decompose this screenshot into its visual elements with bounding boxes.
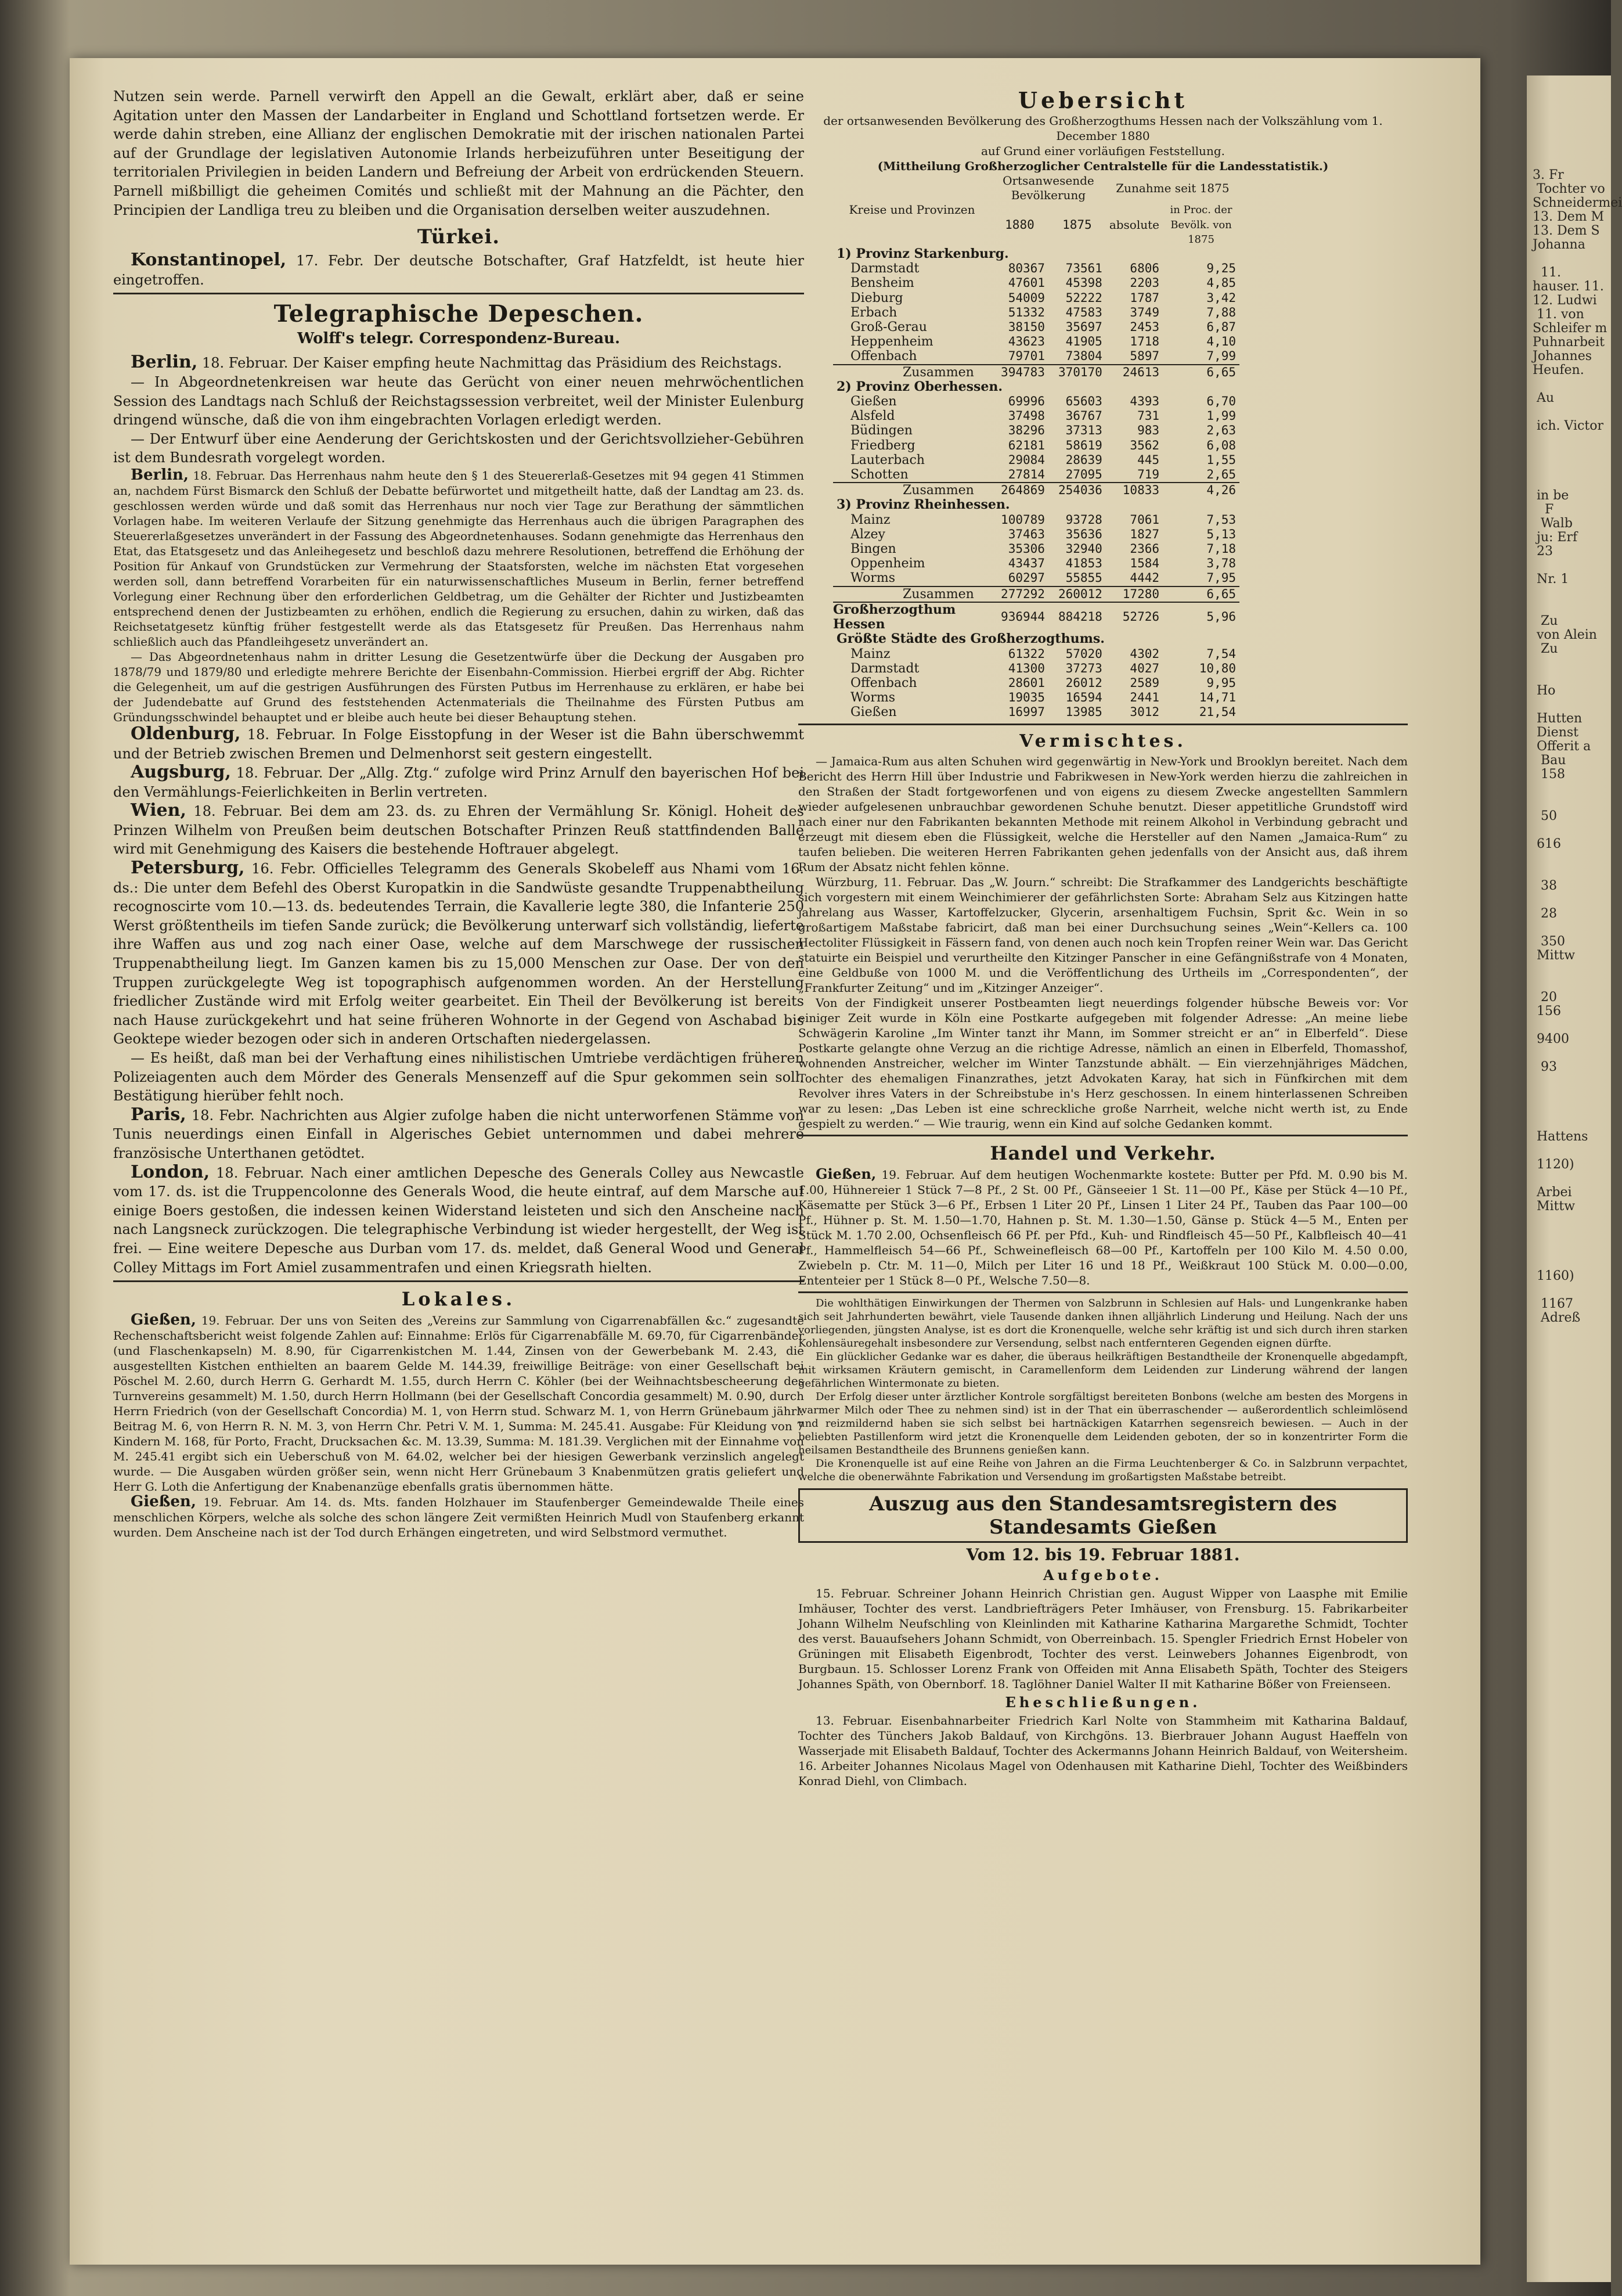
next-page-edge [1527,75,1622,2282]
table-cell: 60297 [1008,571,1045,585]
table-cell: 3012 [1130,705,1159,719]
lokales-heading: Lokales. [401,1288,516,1311]
salzbrunn-ad-2: Ein glücklicher Gedanke war es daher, die überaus heilkräftigen Bestandtheile der Kronenquelle abgedampft, mit wirksamen Kräutern gemischt, in Caramellenform dem Leidenden zur Linderung während der langen gefährlichen Wintermonate zu bieten. [798,1350,1408,1390]
table-cell: 73561 [1065,261,1102,276]
table-cell: 10833 [1106,483,1163,498]
col-header-procent: in Proc. der Bevölk. von 1875 [1170,204,1232,246]
table-cell: 37498 [1008,409,1045,423]
table-cell: 2366 [1130,542,1159,556]
giessen-verein-item: Gießen, 19. Februar. Der uns von Seiten des „Vereins zur Sammlung von Cigarrenabfällen &c.“ zugesandte Rechenschaftsbericht weist folgende Zahlen auf: Einnahme: Erlös für Cigarrenabfälle M. 69.70, für Cigarrenbänder (und Flaschenkapseln) M. 8.90, für Cigarrenkistchen M. 1.44, Zinsen von der Gewerbebank M. 2.43, die ausgestellten Kistchen enthielten an baarem Gelde M. 144.39, freiwillige Beiträge: von einer Gesellschaft bei Pöschel M. 2.60, durch Herrn G. Gerhardt M. 1.55, durch Herrn C. Köhler (bei der Weihnachtsbescheerung des Turnvereins gesammelt) M. 1.50, durch Herrn Hollmann (bei der Gesellschaft Concordia gesammelt) M. 0.90, durch Herrn Friedrich (von der Gesellschaft Concordia) M. 1, von Herrn stud. Schwarz M. 1, von Herrn Grünebaum jährl. Beitrag M. 6, von Herrn R. N. M. 3, von Herrn Chr. Petri V. M. 1, Summa: M. 245.41. Ausgabe: Für Kleidung von 7 Kindern M. 168, für Porto, Fracht, Drucksachen &c. M. 13.39, Summa: M. 181.39. Verglichen mit der Einnahme von M. 245.41 ergibt sich ein Ueberschuß von M. 64.02, welcher bei der hiesigen Gewerbank verzinslich angelegt wurde. — Die Ausgaben würden größer sein, wenn nicht Herr Grünebaum 3 Knabenmützen gratis geliefert und Herr G. Loth die Anfertigung der Knabenanzüge ebenfalls gratis übernommen hätte. [113,1311,804,1494]
table-row [833,586,1239,602]
population-table [833,174,1239,720]
table-cell: 57020 [1065,646,1102,661]
salzbrunn-ad-3: Der Erfolg dieser unter ärztlicher Kontrole sorgfältigst bereiteten Bonbons (welche am besten des Morgens in warmer Milch oder Thee zu nehmen sind) ist in der That ein überraschender — außerordentlich schleimlösend und reizmildernd haben sie sich selbst bei hartnäckigen Katarrhen segensreich bewiesen. — Auch in der beliebten Pastillenform wird jetzt die Kronenquelle dem Leidenden geboten, der so in konzentrirter Form die heilsamen Bestandtheile des Brunnens genießen kann. [798,1390,1408,1456]
table-row [833,247,1239,261]
table-cell: 29084 [1008,452,1045,467]
table-cell: 5,96 [1163,602,1239,632]
row-label: Friedberg [850,438,915,453]
table-cell: 260012 [1048,586,1106,602]
table-row [833,498,1239,512]
col-header-1880: 1880 [1005,217,1035,232]
table-cell: 13985 [1065,705,1102,719]
row-label: Mainz [850,646,891,661]
place-label: Konstantinopel, [131,250,287,271]
table-cell: 6806 [1130,261,1159,276]
tuerkei-item: Konstantinopel, 17. Febr. Der deutsche Botschafter, Graf Hatzfeldt, ist heute hier eingetroffen. [113,250,804,288]
table-row [833,632,1239,646]
depeschen-subheading: Wolff's telegr. Correspondenz-Bureau. [297,330,620,348]
row-label: Zusammen [833,586,991,602]
row-label: Zusammen [833,483,991,498]
table-row [833,305,1239,320]
row-label: Großherzogthum Hessen [833,602,991,632]
table-cell: 5,13 [1206,527,1236,541]
table-row [833,676,1239,690]
paris-item: Paris, 18. Febr. Nachrichten aus Algier zufolge haben die nicht unterworfenen Stämme von Tunis neuerdings einen Einfall in Algerisches Gebiet unternommen und dabei mehrere französische Unterthanen getödtet. [113,1104,804,1161]
table-cell: 28601 [1008,675,1045,690]
table-cell: 27814 [1008,467,1045,482]
row-label: Mainz [850,512,891,527]
table-cell: 4302 [1130,646,1159,661]
left-column [113,87,804,1540]
table-cell: 62181 [1008,438,1045,452]
table-cell: 3562 [1130,438,1159,452]
row-label: Offenbach [850,675,917,690]
table-cell: 58619 [1065,438,1102,452]
table-cell: 37273 [1065,661,1102,675]
table-cell: 65603 [1065,394,1102,409]
table-cell: 4442 [1130,571,1159,585]
row-label: Darmstadt [850,661,920,676]
table-cell: 7,18 [1206,542,1236,556]
table-cell: 731 [1137,409,1159,423]
table-cell: 21,54 [1199,705,1236,719]
table-row [833,483,1239,498]
table-cell: 4,85 [1206,276,1236,290]
table-row [833,394,1239,409]
eheschliessungen-list: 13. Februar. Eisenbahnarbeiter Friedrich Karl Nolte von Stammheim mit Katharina Baldauf, Tochter des Tünchers Jakob Baldauf, von Kirchgöns. 13. Bierbrauer Johann August Haeffeln von Wasserjade mit Elisabeth Baldauf, Tochter des Ackermanns Johann Heinrich Baldauf, von Weitersheim. 16. Arbeiter Johannes Nicolaus Magel von Odenhausen mit Katharine Diehl, Tochter des Weißbinders Konrad Diehl, von Climbach. [798,1713,1408,1788]
row-label: Oppenheim [850,556,925,571]
berlin-item-1b: — In Abgeordnetenkreisen war heute das Gerücht von einer neuen mehrwöchentlichen Session des Landtags nach Schluß der Reichstagssession verbreitet, weil der Minister Eulenburg dringend wünsche, daß die von ihm eingebrachten Vorlagen erledigt werden. [113,373,804,429]
table-row [833,602,1239,632]
table-cell: 445 [1137,452,1159,467]
table-cell: 1827 [1130,527,1159,541]
uebersicht-subtitle: der ortsanwesenden Bevölkerung des Großherzogthums Hessen nach der Volkszählung vom 1. December 1880 [823,114,1383,143]
table-cell: 1787 [1130,290,1159,305]
table-cell: 16594 [1065,690,1102,705]
group-label: 2) Provinz Oberhessen. [837,379,1003,394]
table-cell: 36767 [1065,409,1102,423]
table-row [833,438,1239,453]
table-cell: 6,87 [1206,320,1236,334]
table-cell: 4,26 [1163,483,1239,498]
row-label: Bensheim [850,276,914,291]
berlin-item-1: Berlin, 18. Februar. Der Kaiser empfing heute Nachmittag das Präsidium des Reichstags. [131,352,783,373]
table-cell: 6,65 [1163,586,1239,602]
table-cell: 3749 [1130,305,1159,319]
berlin-item-2b: — Das Abgeordnetenhaus nahm in dritter Lesung die Gesetzentwürfe über die Deckung der Ausgaben pro 1878/79 und 1879/80 und erledigte mehrere Berichte der Eisenbahn-Commission. Hierbei ergriff der Abg. Richter die Gelegenheit, um auf die gestrigen Ausführungen des Fürsten Putbus im Herrenhause zu erklären, er habe bei der Judendebatte auf Grund des feststehenden Actenmaterials die Theilnahme des Fürsten Putbus am Gründungsschwindel behauptet und er bleibe auch heute bei dieser Behauptung stehen. [113,649,804,724]
table-cell: 54009 [1008,290,1045,305]
table-cell: 52222 [1065,290,1102,305]
table-cell: 394783 [991,365,1048,380]
row-label: Worms [850,571,896,586]
table-cell: 35636 [1065,527,1102,541]
table-row [833,334,1239,349]
table-cell: 3,42 [1206,290,1236,305]
table-cell: 2441 [1130,690,1159,705]
table-cell: 3,78 [1206,556,1236,571]
table-cell: 93728 [1065,512,1102,527]
row-label: Bingen [850,542,896,557]
table-row [833,380,1239,394]
row-label: Worms [850,690,896,706]
table-cell: 73804 [1065,349,1102,364]
table-cell: 2203 [1130,276,1159,290]
uebersicht-source: (Mittheilung Großherzoglicher Centralstelle für die Landesstatistik.) [877,159,1329,173]
row-label: Darmstadt [850,261,920,276]
table-row [833,705,1239,719]
wochenmarkt-item: Gießen, 19. Februar. Auf dem heutigen Wochenmarkte kostete: Butter per Pfd. M. 0.90 bis M. 1.00, Hühnereier 1 Stück 7—8 Pf., 2 St. 00 Pf., Gänseeier 1 St. 11—00 Pf., Käse per Stück 4—10 Pf., Käsematte per Stück 3—6 Pf., Erbsen 1 Liter 20 Pf., Linsen 1 Liter 24 Pf., Tauben das Paar 100—00 Pf., Hühner p. St. M. 1.50—1.70, Hahnen p. St. M. 1.30—1.50, Gänse p. Stück 4—5 M., Enten per Stück M. 1.70 2.00, Ochsenfleisch 66 Pf. per Pfd., Kuh- und Rindfleisch 45—50 Pf., Kalbfleisch 40—41 Pf., Hammelfleisch 54—66 Pf., Schweinefleisch 68—00 Pf., Kartoffeln per 100 Kilo M. 4.50 0.00, Zwiebeln p. Ctr. M. 11—0, Milch per Liter 16 und 18 Pf., Weißkraut 100 Stück M. 0.00—0.00, Ententeier per 1 Stück 8—0 Pf., Welsche 7.50—8. [798,1165,1408,1287]
tuerkei-heading: Türkei. [417,225,500,249]
table-cell: 19035 [1008,690,1045,705]
petersburg-item: Petersburg, 16. Febr. Officielles Telegramm des Generals Skobeleff aus Nhami vom 16. ds.: Die unter dem Befehl des Oberst Kuropatkin in die Sandwüste gesandte Truppenabtheilung recognoscirte vom 10.—13. ds. bedeutendes Terrain, die Kavallerie legte 380, die Infanterie 250 Werst größtentheils im tiefen Sande zurück; die Bevölkerung unterwarf sich vollständig, lieferte ihre Waffen aus und zog nach einer Oase, welche auf dem Marschwege der russischen Truppenabtheilung liegt. Im Ganzen kamen bis zu 15,000 Menschen zur Oase. Der von den Truppen zurückgelegte Weg ist topographisch aufgenommen worden. An der Herstellung friedlicher Zustände wird mit Erfolg weiter gearbeitet. Ein Theil der Bevölkerung ist bereits nach Hause zurückgekehrt und hat seine früheren Wohnorte in der Gegend von Aschabad bis Geoktepe wieder bezogen oder sich in anderen Ortschaften niedergelassen. [113,858,804,1048]
col-header-bevoelkerung: Ortsanwesende Bevölkerung [1003,174,1094,203]
table-cell: 38150 [1008,320,1045,334]
vermischtes-post-item: Von der Findigkeit unserer Postbeamten liegt neuerdings folgender hübsche Beweis vor: Vor einiger Zeit wurde in Köln eine Postkarte aufgegeben mit folgender Adresse: „An meine liebe Schwägerin Karoline „Im Winter tanzt ihr Mann, im Sommer streicht er an“ in Elberfeld“. Diese Postkarte gelangte ohne Verzug an die richtige Adresse, nämlich an einen in Elberfeld, Thomasshof, wohnenden Anstreicher, welcher im Winter Tanzstunde abhält. — Ein vierzehnjähriges Mädchen, Tochter des ehemaligen Finanzrathes, jetzt Advokaten Karay, hat sich in Fünfkirchen mit dem Revolver ihres Vaters in der Schreibstube in's Herz geschossen. In einem hinterlassenen Schreiben war zu lesen: „Das Leben ist eine schreckliche große Narrheit, welche nicht werth ist, zu Ende gespielt zu werden.“ — Wie traurig, wenn ein Kind auf solche Gedanken kommt. [798,995,1408,1131]
uebersicht-title: Uebersicht [1018,87,1188,113]
table-cell: 16997 [1008,705,1045,719]
aufgebote-heading: Aufgebote. [1043,1566,1163,1584]
table-row [833,365,1239,380]
next-page-fragment-text: 3. Fr Tochter vo Schneidermei 13. Dem M 13. Dem S Johanna 11. hauser. 11. 12. Ludwi 11. von Schleifer m Puhnarbeit Johannes Heufen. Au ich. Victor in be F Walb ju: Erf 23 Nr. 1 Zu von Alein Zu Ho Hutten Dienst Offerit a Bau 158 50 616 38 28 350 Mittw 20 156 9400 93 Hattens 1120) Arbei Mittw 1160) 1167 Adreß [1533,168,1622,1325]
table-row [833,690,1239,705]
group-label: Größte Städte des Großherzogthums. [837,631,1105,647]
col-header-kreise: Kreise und Provinzen [849,203,975,217]
row-label: Gießen [850,394,897,409]
table-cell: 100789 [1001,512,1045,527]
table-cell: 51332 [1008,305,1045,319]
table-cell: 4,10 [1206,334,1236,349]
table-cell: 41300 [1008,661,1045,675]
table-cell: 10,80 [1199,661,1236,675]
right-column [798,87,1408,1788]
table-cell: 38296 [1008,423,1045,438]
population-table-body [833,247,1239,720]
table-row [833,276,1239,290]
row-label: Schotten [850,467,909,483]
table-cell: 9,25 [1206,261,1236,276]
table-cell: 6,70 [1206,394,1236,409]
table-cell: 2,65 [1206,467,1236,482]
petersburg-item-b: — Es heißt, daß man bei der Verhaftung eines nihilistischen Umtriebe verdächtigen früheren Polizeiagenten auch dem Mörder des Generals Mensenzeff auf die Spur gekommen sein soll. Bestätigung hierüber fehlt noch. [113,1050,804,1104]
uebersicht-subtitle-2: auf Grund einer vorläufigen Feststellung. [981,144,1225,158]
row-label: Groß-Gerau [850,320,927,335]
table-row [833,409,1239,423]
table-row [833,320,1239,334]
table-cell: 45398 [1065,276,1102,290]
table-cell: 26012 [1065,675,1102,690]
table-row [833,661,1239,676]
berlin-item-2: Berlin, 18. Februar. Das Herrenhaus nahm heute den § 1 des Steuererlaß-Gesetzes mit 94 gegen 41 Stimmen an, nachdem Fürst Bismarck den Schluß der Debatte befürwortet und mitgetheilt hatte, daß der Landtag am 23. ds. geschlossen werden würde und daß somit das Herrenhaus nur noch vier Tage zur Berathung der sämmtlichen Vorlagen habe. Im weiteren Verlaufe der Sitzung genehmigte das Herrenhaus auch die übrigen Paragraphen des Steuererlaßgesetzes unverändert in der Fassung des Abgeordnetenhauses. Sodann genehmigte das Herrenhaus den Etat, das Etatsgesetz und das Anleihegesetz und beschloß dazu mehrere Resolutionen, betreffend die Erhöhung der Position für Ankauf von Grundstücken zur Vermehrung der Staatsforsten, welche im nächsten Etat vorgesehen werden soll, dann betreffend Vorarbeiten für ein naturwissenschaftliches Museum in Berlin, ferner betreffend Vorlegung einer Rechnung über den erforderlichen Geldbetrag, um die Gehälter der Richter und Justizbeamten entsprechend denen der Justizbeamten zu erhöhen, endlich die Regierung zu ersuchen, dahin zu wirken, daß das Reichsetatgesetz künftig früher festgestellt werde als das Etatsgesetz für Preußen. Das Herrenhaus nahm schließlich auch das Pfandleihgesetz unverändert an. [113,466,804,649]
row-label: Alsfeld [850,409,895,424]
table-cell: 936944 [991,602,1048,632]
col-header-1875: 1875 [1062,217,1092,232]
table-cell: 370170 [1048,365,1106,380]
table-cell: 264869 [991,483,1048,498]
augsburg-item: Augsburg, 18. Februar. Der „Allg. Ztg.“ zufolge wird Prinz Arnulf den bayerischen Hof bei den Vermählungs-Feierlichkeiten in Berlin vertreten. [113,762,804,800]
table-cell: 254036 [1048,483,1106,498]
col-header-zunahme: Zunahme seit 1875 [1116,181,1230,195]
table-cell: 35306 [1008,542,1045,556]
table-cell: 43437 [1008,556,1045,571]
row-label: Zusammen [833,365,991,380]
table-cell: 28639 [1065,452,1102,467]
row-label: Lauterbach [850,452,925,467]
table-cell: 7,95 [1206,571,1236,585]
table-cell: 2,63 [1206,423,1236,438]
row-label: Offenbach [850,349,917,364]
vermischtes-wuerzburg-item: Würzburg, 11. Februar. Das „W. Journ.“ schreibt: Die Strafkammer des Landgerichts beschäftigte sich vorgestern mit einem Weinchimierer der gefährlichsten Sorte: Abraham Selz aus Kitzingen hatte jahrelang aus Wasser, Kartoffelzucker, Glycerin, arsenhaltigem Fuchsin, Sprit &c. Wein in so großartigem Maßstabe fabricirt, daß man bei einer Durchsuchung seines „Wein“-Kellers ca. 100 Hectoliter Flüssigkeit in Fässern fand, von denen auch noch kein Tropfen reiner Wein war. Das Gericht statuirte ein Beispiel und verurtheilte den Kitzinger Panscher in eine Gefängnißstrafe von 4 Monaten, eine Geldbuße von 1000 M. und die Veröffentlichung des Urtheils im „Correspondenten“, der „Frankfurter Zeitung“ und im „Kitzinger Anzeiger“. [798,875,1408,995]
table-cell: 1,99 [1206,409,1236,423]
row-label: Gießen [850,705,897,720]
table-cell: 61322 [1008,646,1045,661]
row-label: Büdingen [850,423,913,438]
table-cell: 52726 [1106,602,1163,632]
table-cell: 47583 [1065,305,1102,319]
table-row [833,571,1239,586]
table-cell: 79701 [1008,349,1045,364]
table-cell: 983 [1137,423,1159,438]
berlin-item-1c: — Der Entwurf über eine Aenderung der Gerichtskosten und der Gerichtsvollzieher-Gebühren ist dem Bundesrath vorgelegt worden. [113,430,804,466]
row-label: Erbach [850,305,897,320]
divider [798,1135,1408,1136]
eheschliessungen-heading: Eheschließungen. [1005,1693,1201,1711]
table-cell: 1,55 [1206,452,1236,467]
table-cell: 24613 [1106,365,1163,380]
parnell-paragraph: Nutzen sein werde. Parnell verwirft den Appell an die Gewalt, erklärt aber, daß er seine Agitation unter den Massen der Landarbeiter in England und Schottland fortsetzen werde. Er werde dahin streben, eine Allianz der englischen Demokratie mit der irischen nationalen Partei auf der Grundlage der legislativen Autonomie Irlands herbeizuführen unter Beseitigung der territorialen Privilegien in beiden Landern und Befreiung der Arbeit von erdrückenden Steuern. Parnell mißbilligt die geheimen Comités und schließt mit der Mahnung an die Pächter, den Principien der Landliga treu zu bleiben und die Organisation derselben weiter auszudehnen. [113,88,804,218]
row-label: Alzey [850,527,885,542]
london-item: London, 18. Februar. Nach einer amtlichen Depesche des Generals Colley aus Newcastle vom 17. ds. ist die Truppencolonne des Generals Wood, die heute eintraf, auf dem Marsche auf einige Boers gestoßen, die indessen keinen Widerstand leisteten und sich den Anscheine nach nach Langsneck zurückzogen. Die telegraphische Verbindung ist wieder hergestellt, der Weg ist frei. — Eine weitere Depesche aus Durban vom 17. ds. meldet, daß General Wood und General Colley Mittags im Fort Amiel zusammentrafen und einen Kriegsrath hielten. [113,1161,804,1276]
table-cell: 884218 [1048,602,1106,632]
wien-item: Wien, 18. Februar. Bei dem am 23. ds. zu Ehren der Vermählung Sr. Königl. Hoheit des Prinzen Wilhelm von Preußen beim deutschen Botschafter Prinzen Reuß stattfindenden Balle wird mit Genehmigung des Kaisers die bestehende Hoftrauer abgelegt. [113,800,804,858]
table-cell: 47601 [1008,276,1045,290]
table-cell: 277292 [991,586,1048,602]
table-cell: 7,53 [1206,512,1236,527]
row-label: Heppenheim [850,334,933,350]
table-cell: 1584 [1130,556,1159,571]
oldenburg-item: Oldenburg, 18. Februar. In Folge Eisstopfung in der Weser ist die Bahn überschwemmt und der Betrieb zwischen Bremen und Delmenhorst seit gestern eingestellt. [113,723,804,762]
table-row [833,291,1239,305]
salzbrunn-ad-4: Die Kronenquelle ist auf eine Reihe von Jahren an die Firma Leuchtenberger & Co. in Salzbrunn verpachtet, welche die obenerwähnte Fabrikation und Versendung im großartigsten Maßstabe betreibt. [798,1457,1408,1483]
table-cell: 7061 [1130,512,1159,527]
table-row [833,467,1239,483]
table-cell: 4027 [1130,661,1159,675]
table-row [833,527,1239,542]
table-cell: 1718 [1130,334,1159,349]
table-cell: 7,54 [1206,646,1236,661]
table-cell: 69996 [1008,394,1045,409]
table-row [833,513,1239,527]
table-cell: 6,65 [1163,365,1239,380]
table-cell: 2453 [1130,320,1159,334]
table-cell: 5897 [1130,349,1159,364]
col-header-absolute: absolute [1109,217,1159,232]
standesamt-heading: Auszug aus den Standesamtsregistern des Standesamts Gießen [798,1488,1408,1543]
row-label: Dieburg [850,290,903,305]
depeschen-heading: Telegraphische Depeschen. [273,300,644,328]
divider [113,1280,804,1282]
standesamt-period: Vom 12. bis 19. Februar 1881. [966,1545,1240,1564]
group-label: 3) Provinz Rheinhessen. [837,497,1010,513]
table-cell: 55855 [1065,571,1102,585]
table-row [833,349,1239,364]
table-row [833,647,1239,661]
table-cell: 9,95 [1206,675,1236,690]
handel-heading: Handel und Verkehr. [990,1142,1216,1164]
divider [113,293,804,294]
table-cell: 719 [1137,467,1159,482]
table-row [833,542,1239,556]
divider [798,1291,1408,1293]
table-row [833,261,1239,276]
table-cell: 37313 [1065,423,1102,438]
table-cell: 14,71 [1199,690,1236,705]
table-cell: 7,88 [1206,305,1236,319]
table-row [833,453,1239,467]
table-cell: 35697 [1065,320,1102,334]
group-label: 1) Provinz Starkenburg. [837,246,1009,262]
aufgebote-list: 15. Februar. Schreiner Johann Heinrich Christian gen. August Wipper von Laasphe mit Emilie Imhäuser, Tochter des verst. Landbriefträgers Peter Imhäuser, von Frensburg. 15. Fabrikarbeiter Johann Wilhelm Neufschling von Kleinlinden mit Katharine Katharina Margarethe Schmidt, Tochter des verst. Bauaufsehers Johann Schmidt, von Oberreinbach. 15. Spengler Friedrich Ernst Hobeler von Grüningen mit Elisabeth Eigenbrodt, Tochter des verst. Leinwebers Johannes Eigenbrodt, von Burgbaun. 15. Schlosser Lorenz Frank von Offeiden mit Anna Elisabeth Späth, Tochter des Steigers Johannes Späth, von Obernborf. 18. Taglöhner Daniel Walter II mit Katharine Bößer von Freienseen. [798,1586,1408,1691]
giessen-staufenberg-item: Gießen, 19. Februar. Am 14. ds. Mts. fanden Holzhauer im Staufenberger Gemeindewalde Theile eines menschlichen Körpers, welche als solche des schon längere Zeit vermißten Heinrich Mudl von Staufenberg erkannt wurden. Dem Anscheine nach ist der Tod durch Erhängen eingetreten, und wird Selbstmord vermuthet. [113,1493,804,1540]
table-cell: 27095 [1065,467,1102,482]
table-cell: 41905 [1065,334,1102,349]
table-cell: 6,08 [1206,438,1236,452]
table-cell: 2589 [1130,675,1159,690]
table-cell: 4393 [1130,394,1159,409]
salzbrunn-ad-1: Die wohlthätigen Einwirkungen der Thermen von Salzbrunn in Schlesien auf Hals- und Lungenkranke haben sich seit Jahrhunderten bewährt, viele Tausende danken ihnen alljährlich Linderung und Heilung. Nach der uns vorliegenden, jüngsten Analyse, ist es dort die Kronenquelle, welche sehr kräftig ist und sich durch ihren starken Kohlensäuregehalt insbesondere zur Versendung, selbst nach entfernteren Gegenden eignen dürfte. [798,1297,1408,1349]
table-cell: 32940 [1065,542,1102,556]
table-cell: 37463 [1008,527,1045,541]
divider [798,724,1408,725]
vermischtes-rum-item: — Jamaica-Rum aus alten Schuhen wird gegenwärtig in New-York und Brooklyn bereitet. Nach dem Bericht des Herrn Hill über Industrie und Fabrikwesen in New-York werden hierzu die zahlreichen in den Straßen der Stadt fortgeworfenen und von eigens zu diesem Zwecke angestellten Sammlern wieder aufgelesenen unbrauchbar gewordenen Schuhe benutzt. Dieser appetitliche Grundstoff wird nach einer nur den Fabrikanten bekannten Methode mit reinem Alkohol in Verbindung gebracht und erzeugt mit diesem eben die Flüssigkeit, welche die Hersteller auf den Namen „Jamaica-Rum“ zu taufen belieben. Die weiteren Herren Fabrikanten gehen jedenfalls von der Ansicht aus, daß ihrem Rum der Absatz nicht fehlen könne. [798,754,1408,874]
table-cell: 7,99 [1206,349,1236,364]
table-cell: 41853 [1065,556,1102,571]
table-row [833,556,1239,571]
table-cell: 43623 [1008,334,1045,349]
table-row [833,423,1239,438]
vermischtes-heading: Vermischtes. [1019,730,1187,751]
table-cell: 80367 [1008,261,1045,276]
table-cell: 17280 [1106,586,1163,602]
